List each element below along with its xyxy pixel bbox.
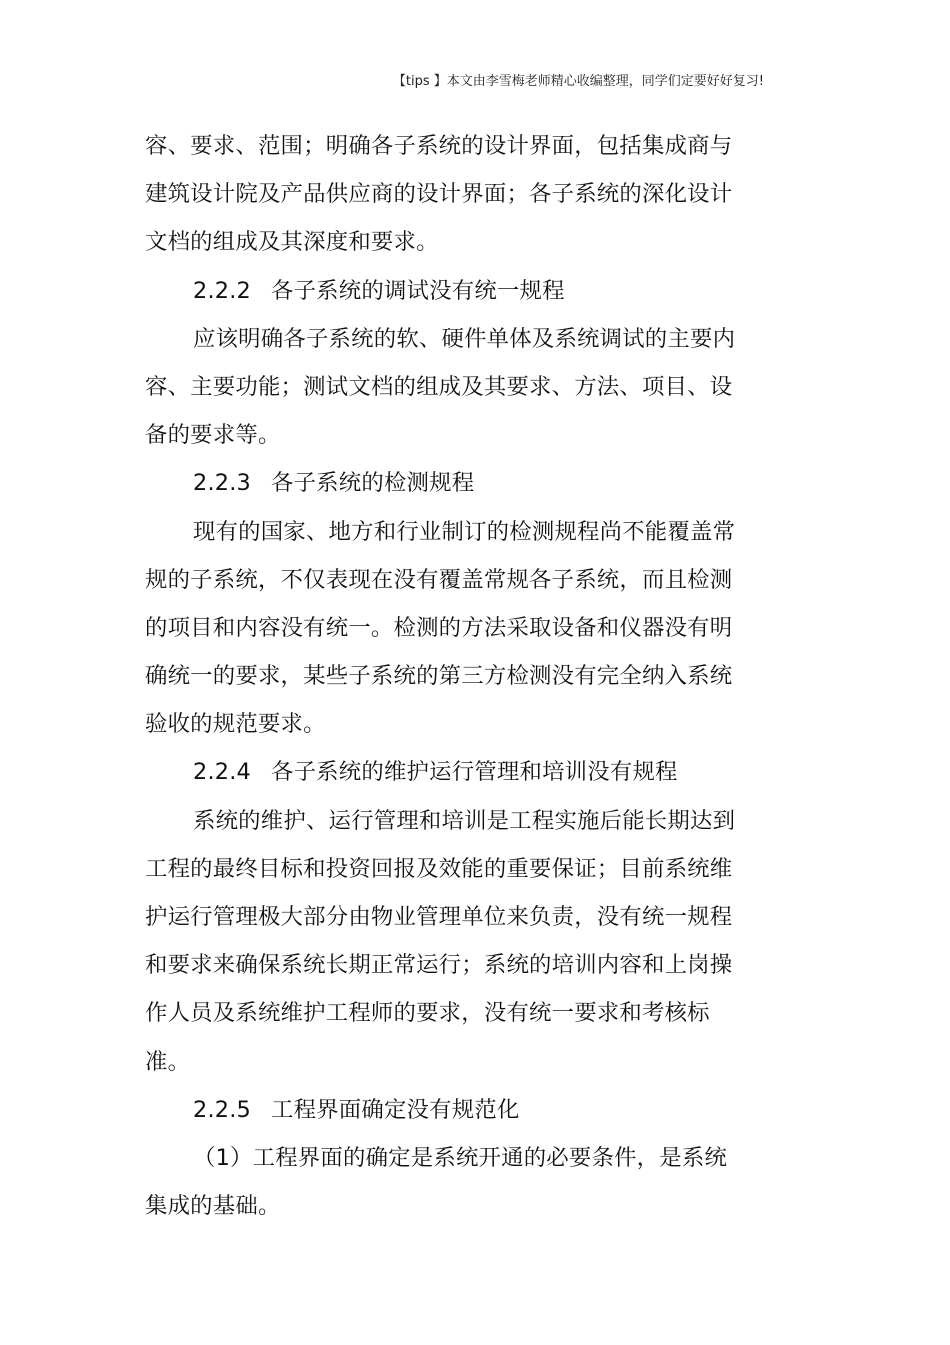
section-number: 2.2.2 bbox=[193, 277, 251, 304]
text-line: 现有的国家、地方和行业制订的检测规程尚不能覆盖常 bbox=[193, 518, 736, 545]
text-line: 应该明确各子系统的软、硬件单体及系统调试的主要内 bbox=[193, 325, 736, 352]
section-number: 2.2.3 bbox=[193, 470, 251, 497]
text-line: 备的要求等。 bbox=[145, 422, 281, 449]
text-line: 作人员及系统维护工程师的要求，没有统一要求和考核标 bbox=[145, 1000, 710, 1027]
section-heading-2-2-2 bbox=[145, 267, 745, 315]
text-line: 系统的维护、运行管理和培训是工程实施后能长期达到 bbox=[193, 807, 736, 834]
text-line: 集成的基础。 bbox=[145, 1193, 281, 1220]
header-tips: 【tips 】本文由李雪梅老师精心收编整理，同学们定要好好复习! bbox=[392, 74, 764, 89]
text-line: 容、要求、范围；明确各子系统的设计界面，包括集成商与 bbox=[145, 133, 733, 159]
text-line: 护运行管理极大部分由物业管理单位来负责，没有统一规程 bbox=[145, 904, 733, 930]
text-line: 规的子系统，不仅表现在没有覆盖常规各子系统，而且检测 bbox=[145, 566, 733, 593]
text-line: 文档的组成及其深度和要求。 bbox=[145, 229, 439, 256]
text-line: 准。 bbox=[145, 1048, 191, 1075]
section-title: 各子系统的维护运行管理和培训没有规程 bbox=[271, 759, 678, 786]
section-heading-2-2-4 bbox=[145, 748, 745, 796]
section-heading-2-2-3 bbox=[145, 459, 745, 507]
text-line: 建筑设计院及产品供应商的设计界面；各子系统的深化设计 bbox=[145, 181, 733, 208]
text-line: 容、主要功能；测试文档的组成及其要求、方法、项目、设 bbox=[145, 373, 733, 400]
document-body bbox=[145, 122, 745, 1230]
section-title: 工程界面确定没有规范化 bbox=[271, 1096, 520, 1123]
section-number: 2.2.4 bbox=[193, 759, 251, 786]
section-heading-2-2-5 bbox=[145, 1086, 745, 1134]
text-line: 工程的最终目标和投资回报及效能的重要保证；目前系统维 bbox=[145, 855, 733, 882]
section-title: 各子系统的检测规程 bbox=[271, 470, 475, 497]
text-line: 的项目和内容没有统一。检测的方法采取设备和仪器没有明 bbox=[145, 614, 733, 641]
text-line: 和要求来确保系统长期正常运行；系统的培训内容和上岗操 bbox=[145, 952, 733, 979]
text-line: （1）工程界面的确定是系统开通的必要条件，是系统 bbox=[193, 1144, 728, 1171]
text-line: 确统一的要求，某些子系统的第三方检测没有完全纳入系统 bbox=[145, 663, 733, 690]
section-number: 2.2.5 bbox=[193, 1096, 251, 1123]
section-title: 各子系统的调试没有统一规程 bbox=[271, 277, 565, 304]
text-line: 验收的规范要求。 bbox=[145, 711, 326, 738]
